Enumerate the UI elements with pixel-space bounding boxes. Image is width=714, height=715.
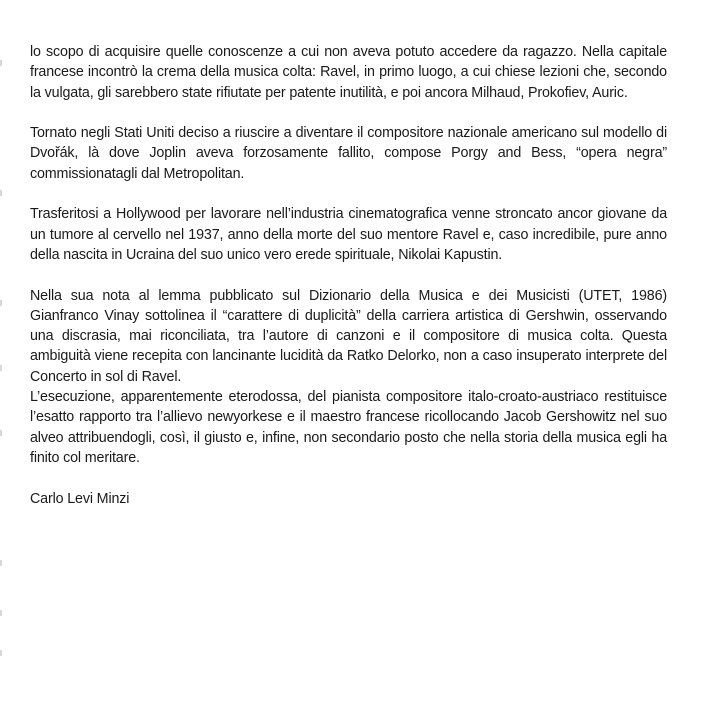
paragraph-2: Tornato negli Stati Uniti deciso a riuscire a diventare il compositore nazionale americano sul modello di Dvořák, là dove Joplin aveva forzosamente fallito, compose Porgy and Bess, “opera negra” commissionatagli dal Metropolitan. xyxy=(30,125,667,182)
paragraph-4: Nella sua nota al lemma pubblicato sul Dizionario della Musica e dei Musicisti (UTET, 1986) Gianfranco Vinay sottolinea il “carattere di duplicità” della carriera artistica di Gershwin, osservando una discrasia, mai riconciliata, tra l’autore di canzoni e il compositore di musica colta. Questa ambiguità viene recepita con lancinante lucidità da Ratko Delorko, non a caso insuperato interprete del Concerto in sol di Ravel. xyxy=(30,287,667,385)
page-edge-marks xyxy=(0,0,3,715)
paragraph-5: L’esecuzione, apparentemente eterodossa, del pianista compositore italo-croato-austriaco restituisce l’esatto rapporto tra l’allievo newyorkese e il maestro francese ricollocando Jacob Gershowitz nel suo alveo attribuendogli, così, il giusto e, infine, non secondario posto che nella storia della musica egli ha finito col meritare. xyxy=(30,389,667,466)
author-signature: Carlo Levi Minzi xyxy=(30,490,130,507)
paragraph-1: lo scopo di acquisire quelle conoscenze a cui non aveva potuto accedere da ragazzo. Nella capitale francese incontrò la crema della musica colta: Ravel, in primo luogo, a cui chiese lezioni che, secondo la vulgata, gli sarebbero state rifiutate per patente inutilità, e poi ancora Milhaud, Prokofiev, Auric. xyxy=(30,44,667,101)
document-body xyxy=(30,42,667,509)
paragraph-3: Trasferitosi a Hollywood per lavorare nell’industria cinematografica venne stroncato ancor giovane da un tumore al cervello nel 1937, anno della morte del suo mentore Ravel e, caso incredibile, pure anno della nascita in Ucraina del suo unico vero erede spirituale, Nikolai Kapustin. xyxy=(30,206,667,263)
